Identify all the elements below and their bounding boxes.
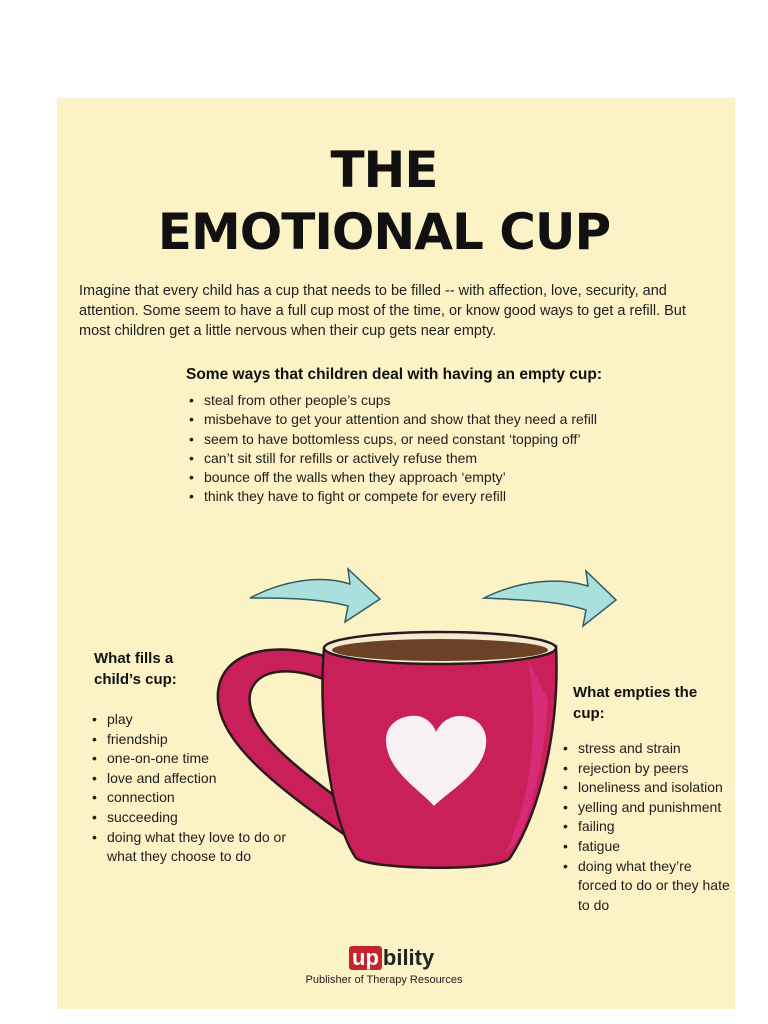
publisher-tagline: Publisher of Therapy Resources <box>305 974 463 986</box>
logo-up-mark: up <box>349 946 382 970</box>
list-item: • rejection by peers <box>560 759 730 779</box>
list-item: • stress and strain <box>560 739 730 759</box>
list-item: • failing <box>560 817 730 837</box>
arrow-right-icon <box>484 571 616 626</box>
list-item: • can’t sit still for refills or actively refuse them <box>186 449 646 468</box>
fills-heading: What fills a child’s cup: <box>94 650 177 688</box>
list-item: • friendship <box>89 730 289 750</box>
list-item: • one-on-one time <box>89 749 289 769</box>
ways-heading: Some ways that children deal with having an empty cup: <box>186 366 603 383</box>
list-item: • steal from other people’s cups <box>186 391 646 410</box>
arrow-right-icon <box>250 569 380 622</box>
list-item: • play <box>89 710 289 730</box>
list-item: • fatigue <box>560 837 730 857</box>
list-item: • doing what they’re forced to do or they hate to do <box>560 857 730 916</box>
title-line-2: EMOTIONAL CUP <box>157 203 611 261</box>
list-item: • love and affection <box>89 769 289 789</box>
list-item: • connection <box>89 788 289 808</box>
list-item: • loneliness and isolation <box>560 778 730 798</box>
list-item: • bounce off the walls when they approach ‘empty’ <box>186 468 646 487</box>
list-item: • misbehave to get your attention and show that they need a refill <box>186 410 646 429</box>
list-item: • yelling and punishment <box>560 798 730 818</box>
title-line-1: THE <box>330 141 438 199</box>
list-item: • doing what they love to do or what they choose to do <box>89 828 289 867</box>
intro-paragraph: Imagine that every child has a cup that needs to be filled -- with affection, love, security, and attention. Some seem to have a full cup most of the time, or know good ways to get a refill. But most children get a little nervous when their cup gets near empty. <box>79 283 686 339</box>
mug-icon <box>322 632 556 868</box>
logo-wordmark: bility <box>382 945 435 970</box>
list-item: • think they have to fight or compete for every refill <box>186 487 646 506</box>
fills-list <box>89 710 289 867</box>
list-item: • succeeding <box>89 808 289 828</box>
list-item: • seem to have bottomless cups, or need constant ‘topping off’ <box>186 430 646 449</box>
upbility-logo <box>349 944 434 972</box>
empties-heading: What empties the cup: <box>573 684 698 722</box>
empties-list <box>560 739 730 915</box>
